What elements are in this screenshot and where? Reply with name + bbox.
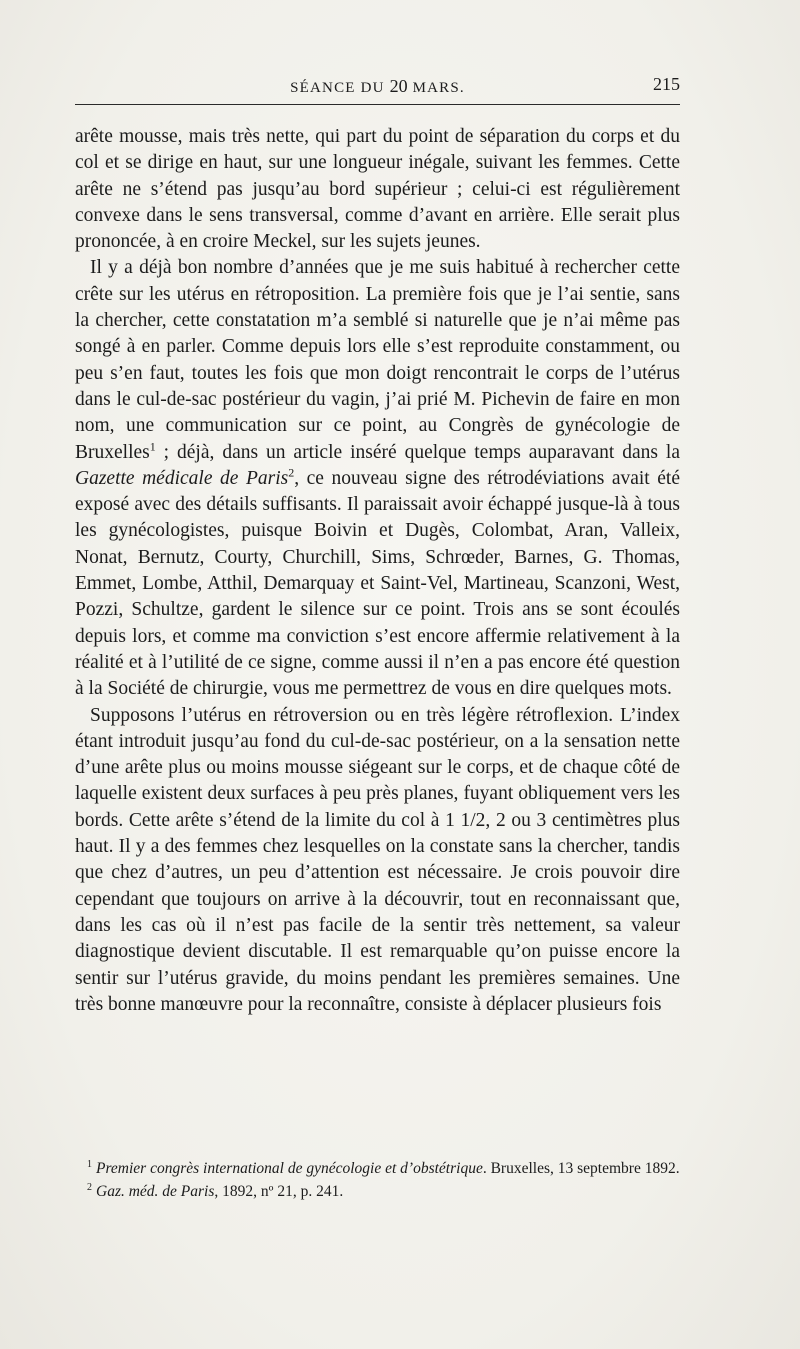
footnote-1 [75, 1157, 680, 1180]
header-rule [75, 104, 680, 105]
footnote-2 [75, 1180, 680, 1203]
running-head-prefix: SÉANCE DU [290, 80, 390, 96]
paragraph-3: Supposons l’utérus en rétroversion ou en très légère rétroflexion. L’index étant introduit jusqu’au fond du cul-de-sac postérieur, on a la sensation nette d’une arête plus ou moins mousse siégeant sur le corps, et de chaque côté de laquelle existent deux surfaces à peu près planes, fuyant obliquement vers les bords. Cette arête s’étend de la limite du col à 1 1/2, 2 ou 3 centimètres plus haut. Il y a des femmes chez lesquelles on la constate sans la chercher, tandis que chez d’autres, un peu d’attention est nécessaire. Je crois pouvoir dire cependant que toujours on arrive à la découvrir, tout en reconnaissant que, dans les cas où il n’est pas facile de la sentir très nettement, sa valeur diagnostique devient discutable. Il est remarquable qu’on puisse encore la sentir sur l’utérus gravide, du moins pendant les premières semaines. Une très bonne manœuvre pour la reconnaître, consiste à déplacer plusieurs fois [75, 704, 680, 1015]
footnote-2-rest: , 1892, nº 21, p. 241. [214, 1183, 344, 1200]
journal-title: Gazette médicale de Paris [75, 467, 289, 489]
footnote-1-rest: . Bruxelles, 13 septembre 1892. [482, 1160, 680, 1177]
footnote-2-title: Gaz. méd. de Paris [96, 1183, 215, 1200]
page-header [75, 72, 680, 102]
footnote-ref-1: 1 [149, 439, 156, 454]
paragraph-2 [75, 255, 680, 702]
paragraph-1: arête mousse, mais très nette, qui part du point de séparation du corps et du col et se dirige en haut, sur une longueur inégale, suivant les femmes. Cette arête ne s’étend pas jusqu’au bord supérieur ; celui-ci est régulièrement convexe dans le sens transversal, comme d’avant en arrière. Elle serait plus prononcée, à en croire Meckel, sur les sujets jeunes. [75, 126, 680, 253]
paragraph-2-part-a: Il y a déjà bon nombre d’années que je me suis habitué à rechercher cette crête sur les utérus en rétroposition. La première fois que je l’ai sentie, sans la chercher, cette constatation m’a semblé si naturelle que je n’ai même pas songé à en parler. Comme depuis lors elle s’est reproduite constamment, ou peu s’en faut, toutes les fois que mon doigt rencontrait le corps de l’utérus dans le cul-de-sac postérieur du vagin, j’ai prié M. Pichevin de faire en mon nom, une communication sur ce point, au Congrès de gynécologie de Bruxelles [75, 257, 680, 463]
footnote-ref-2: 2 [288, 465, 295, 480]
footnotes [75, 1157, 680, 1203]
footnote-1-mark: 1 [87, 1158, 92, 1170]
paragraph-2-part-b: ; déjà, dans un article inséré quelque temps auparavant dans la [155, 441, 680, 463]
body-text [75, 124, 680, 1018]
running-head-day: 20 [389, 76, 408, 96]
running-head [75, 76, 680, 97]
running-head-suffix: MARS. [407, 80, 465, 96]
page-number: 215 [653, 74, 680, 94]
footnote-1-title: Premier congrès international de gynécologie et d’obstétrique [96, 1160, 483, 1177]
footnote-2-mark: 2 [87, 1181, 92, 1193]
paragraph-2-part-c: , ce nouveau signe des rétrodéviations avait été exposé avec des détails suffisants. Il paraissait avoir échappé jusque-là à tous les gynécologistes, puisque Boivin et Dugès, Colombat, Aran, Valleix, Nonat, Bernutz, Courty, Churchill, Sims, Schrœder, Barnes, G. Thomas, Emmet, Lombe, Atthil, Demarquay et Saint-Vel, Martineau, Scanzoni, West, Pozzi, Schultze, gardent le silence sur ce point. Trois ans se sont écoulés depuis lors, et comme ma conviction s’est encore affermie relativement à la réalité et à l’utilité de ce signe, comme aussi il n’en a pas encore été question à la Société de chirurgie, vous me permettrez de vous en dire quelques mots. [75, 467, 680, 700]
